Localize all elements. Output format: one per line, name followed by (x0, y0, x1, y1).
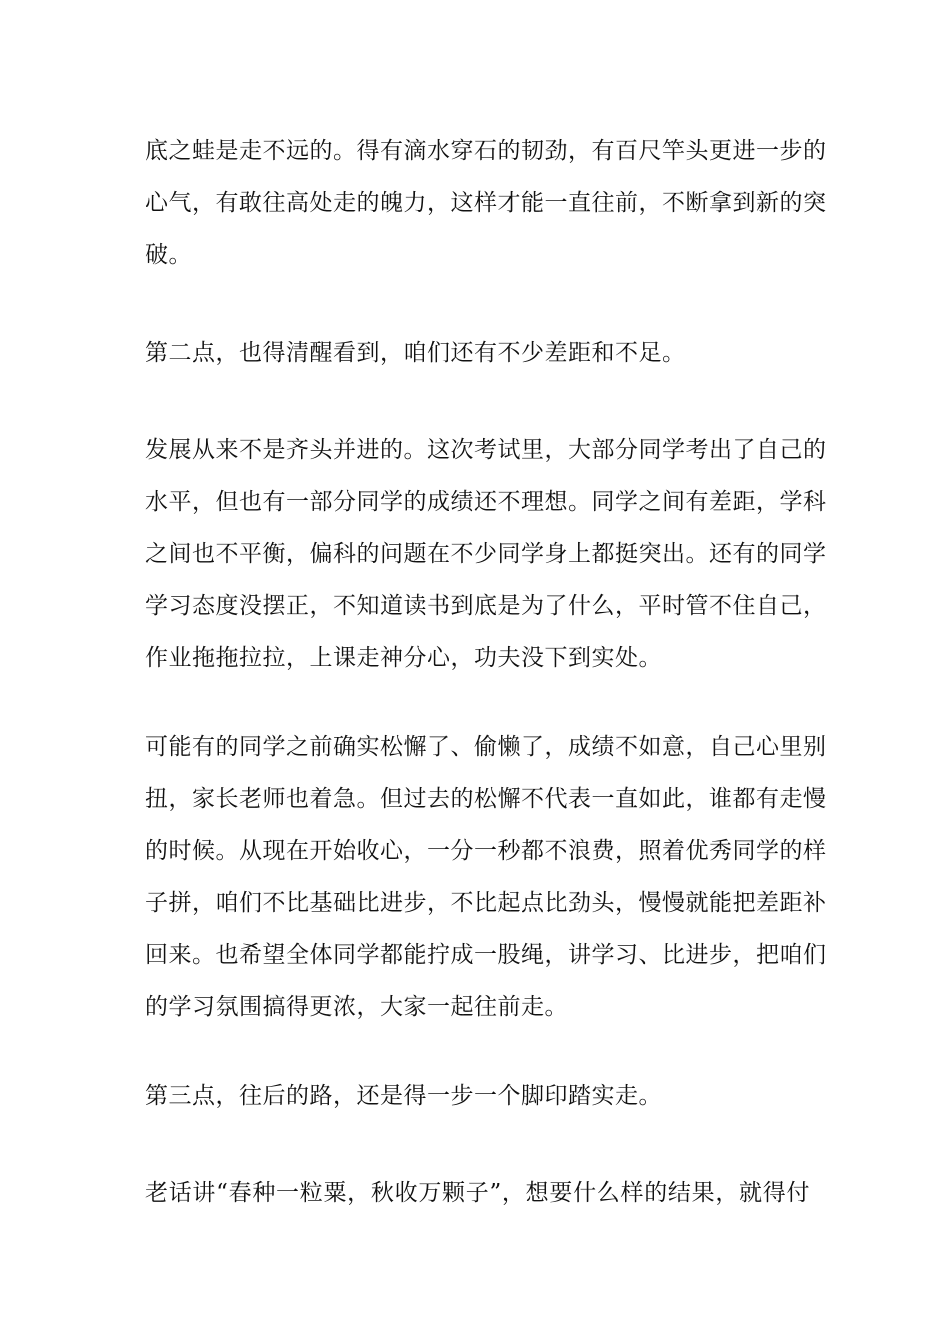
text-line: 扭，家长老师也着急。但过去的松懈不代表一直如此，谁都有走慢 (145, 786, 827, 812)
text-line: 老话讲“春种一粒粟，秋收万颗子”，想要什么样的结果，就得付 (145, 1180, 810, 1206)
paragraph-2-heading (145, 327, 810, 379)
text-line: 第三点，往后的路，还是得一步一个脚印踏实走。 (145, 1083, 662, 1109)
text-line: 发展从来不是齐头并进的。这次考试里，大部分同学考出了自己的 (145, 437, 827, 463)
paragraph-5-heading (145, 1070, 810, 1122)
text-line: 可能有的同学之前确实松懈了、偷懒了，成绩不如意，自己心里别 (145, 734, 827, 760)
text-line: 底之蛙是走不远的。得有滴水穿石的韧劲，有百尺竿头更进一步的 (145, 138, 827, 164)
text-line: 子拼，咱们不比基础比进步，不比起点比劲头，慢慢就能把差距补 (145, 890, 827, 916)
text-line: 之间也不平衡，偏科的问题在不少同学身上都挺突出。还有的同学 (145, 541, 827, 567)
text-line: 回来。也希望全体同学都能拧成一股绳，讲学习、比进步，把咱们 (145, 942, 827, 968)
text-line: 的时候。从现在开始收心，一分一秒都不浪费，照着优秀同学的样 (145, 838, 827, 864)
text-line: 作业拖拖拉拉，上课走神分心，功夫没下到实处。 (145, 645, 662, 671)
text-line: 的学习氛围搞得更浓，大家一起往前走。 (145, 994, 568, 1020)
paragraph-6 (145, 1167, 810, 1219)
paragraph-3 (145, 424, 827, 684)
text-line: 学习态度没摆正，不知道读书到底是为了什么，平时管不住自己， (145, 593, 827, 619)
text-line: 破。 (145, 242, 192, 268)
text-line: 心气，有敢往高处走的魄力，这样才能一直往前，不断拿到新的突 (145, 190, 827, 216)
paragraph-1 (145, 125, 827, 281)
text-line: 第二点，也得清醒看到，咱们还有不少差距和不足。 (145, 340, 686, 366)
text-line: 水平，但也有一部分同学的成绩还不理想。同学之间有差距，学科 (145, 489, 827, 515)
paragraph-4 (145, 721, 827, 1033)
